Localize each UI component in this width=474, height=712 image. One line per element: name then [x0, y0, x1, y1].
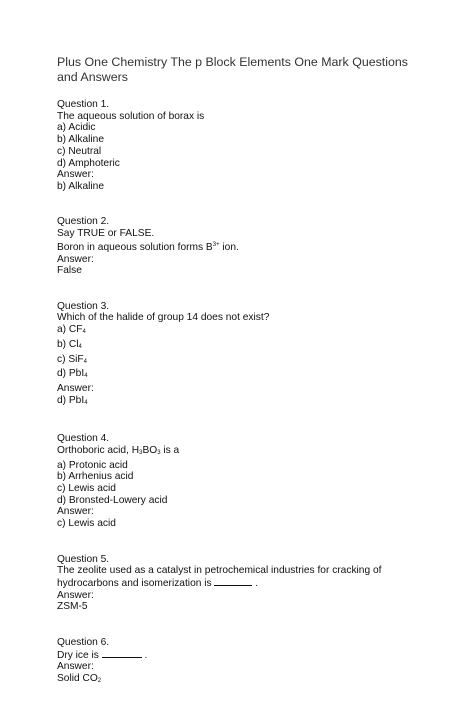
question-text	[57, 649, 437, 662]
option-text: c) SiF	[57, 353, 84, 365]
answer: False	[57, 265, 82, 277]
text-part: Boron in aqueous solution forms B	[57, 241, 213, 253]
answer: b) Alkaline	[57, 180, 105, 192]
subscript: 4	[84, 373, 88, 380]
option: b) Arrhenius acid	[57, 471, 134, 483]
text-part: .	[252, 577, 259, 589]
option: d) Bronsted-Lowery acid	[57, 494, 168, 506]
question-label: Question 2.	[57, 216, 110, 228]
answer-text: d) PbI	[57, 394, 85, 406]
subscript: 4	[82, 329, 86, 336]
option	[57, 339, 437, 354]
option: a) Protonic acid	[57, 459, 128, 471]
fill-in-blank	[102, 649, 142, 658]
option-text: a) CF	[57, 324, 83, 336]
question-label: Question 1.	[57, 99, 110, 110]
question-text: The zeolite used as a catalyst in petrochemical industries for cracking of	[57, 565, 382, 577]
question-6	[57, 637, 437, 688]
text-part: .	[141, 649, 148, 661]
text-part: Orthoboric acid, H	[57, 444, 140, 456]
question-text: Which of the halide of group 14 does not exist?	[57, 312, 270, 324]
option: c) Neutral	[57, 145, 102, 157]
subscript: 4	[78, 343, 82, 350]
question-text: The aqueous solution of borax is	[57, 110, 205, 122]
text-part: Dry ice is	[57, 649, 102, 661]
question-label: Question 6.	[57, 636, 110, 648]
question-label: Question 5.	[57, 553, 110, 565]
answer-text: Solid CO	[57, 673, 98, 684]
option: d) Amphoteric	[57, 157, 120, 169]
question-text: Say TRUE or FALSE.	[57, 228, 155, 240]
answer	[57, 673, 437, 688]
fill-in-blank	[214, 577, 252, 586]
option	[57, 324, 437, 339]
question-label: Question 4.	[57, 433, 110, 445]
answer	[57, 395, 437, 410]
subscript: 3	[157, 449, 161, 456]
question-5	[57, 554, 437, 614]
subscript: 4	[83, 358, 87, 365]
text-part: BO	[142, 444, 158, 456]
subscript: 2	[97, 678, 102, 684]
question-label: Question 3.	[57, 300, 110, 312]
subscript: 3	[139, 449, 143, 456]
question-1	[57, 99, 437, 193]
superscript: 3+	[212, 241, 220, 248]
question-3	[57, 301, 437, 410]
question-4	[57, 433, 437, 530]
document-page	[57, 55, 437, 712]
option: a) Acidic	[57, 122, 96, 134]
option-text: d) PbI	[57, 368, 85, 380]
question-text	[57, 445, 437, 460]
option: b) Alkaline	[57, 134, 105, 146]
answer-label: Answer:	[57, 506, 94, 518]
option	[57, 368, 437, 383]
answer-label: Answer:	[57, 589, 94, 601]
question-text-line-2	[57, 240, 437, 254]
option	[57, 354, 437, 369]
answer: c) Lewis acid	[57, 518, 116, 530]
option: c) Lewis acid	[57, 482, 116, 494]
answer-label: Answer:	[57, 169, 94, 181]
text-part: ion.	[219, 241, 239, 253]
answer-label: Answer:	[57, 382, 94, 394]
subscript: 4	[84, 399, 88, 406]
text-part: is a	[160, 444, 180, 456]
option-text: b) Cl	[57, 338, 79, 350]
answer-label: Answer:	[57, 253, 94, 265]
answer-label: Answer:	[57, 661, 94, 673]
answer: ZSM-5	[57, 601, 88, 613]
question-2	[57, 216, 437, 277]
text-part: hydrocarbons and isomerization is	[57, 577, 215, 589]
page-title: Plus One Chemistry The p Block Elements One Mark Questions and Answers	[57, 55, 408, 84]
question-text-line-2	[57, 577, 437, 590]
